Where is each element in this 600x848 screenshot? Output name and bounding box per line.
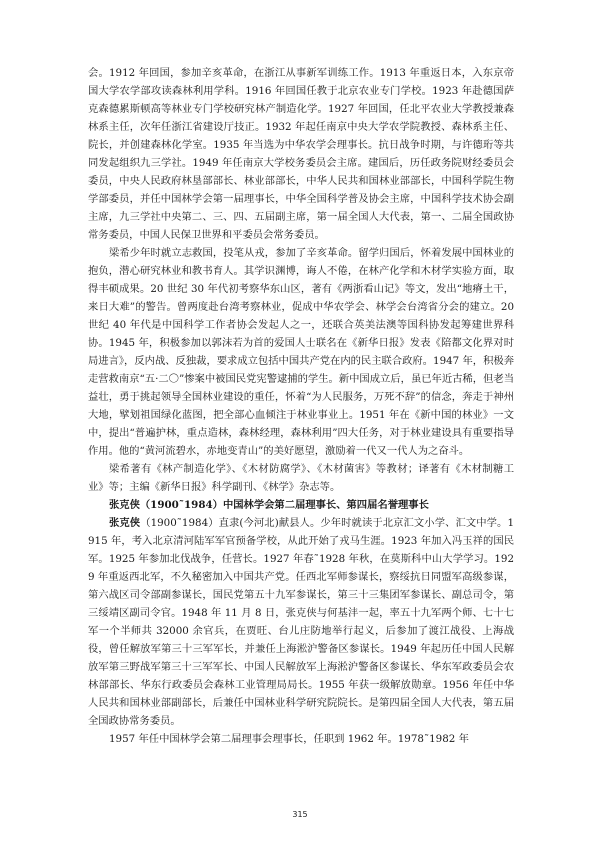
zhang-kexia-name: 张克侠	[109, 517, 141, 529]
liang-xi-career-paragraph: 梁希少年时就立志救国，投笔从戎，参加了辛亥革命。留学归国后，怀着发展中国林业的抱负，潜心研究林业和教书育人。其学识渊博，诲人不倦，在林产化学和木材学实验方面，取得丰硕成果。20 世纪 30 年代初考察华东山区，著有《两浙看山记》等文，发出“地瘠土干，来日大难”的警告。曾两度赴台湾考察林业，促成中华农学会、林学会台湾省分会的建立。20 世纪 40 年代是中国科学工作者协会发起人之一，还联合英美法澳等国科协发起筹建世界科协。1945 年，积极参加以郭沫若为首的爱国人士联名在《新华日报》发表《陪都文化界对时局进言》，反内战、反独裁，要求成立包括中国共产党在内的民主联合政府。1947 年，积极奔走营救南京“五·二〇”惨案中被国民党宪警逮捕的学生。新中国成立后，虽已年近古稀，但老当益壮，勇于挑起领导全国林业建设的重任，怀着“为人民服务，万死不辞”的信念，奔走于神州大地，擘划祖国绿化蓝图，把全部心血倾注于林业事业上。1951 年在《新中国的林业》一文中，提出“普遍护林，重点造林，森林经理，森林利用”四大任务，对于林业建设具有重要指导作用。他的“黄河流碧水，赤地变青山”的美好愿望，激励着一代又一代人为之奋斗。	[88, 247, 514, 457]
zhang-kexia-heading: 张克侠（1900˜1984）中国林学会第二届理事长、第四届名誉理事长	[109, 499, 429, 511]
zhang-kexia-society-paragraph: 1957 年任中国林学会第二届理事会理事长，任职到 1962 年。1978˜1982 年	[109, 733, 469, 745]
zhang-kexia-biography-paragraph	[88, 514, 514, 730]
page-number: 315	[292, 810, 308, 819]
document-body	[88, 64, 514, 748]
zhang-kexia-biography-text: （1900˜1984）直隶(今河北)献县人。少年时就读于北京汇文小学、汇文中学。1915 年，考入北京清河陆军军官预备学校，从此开始了戎马生涯。1923 年加入冯玉祥的国民军。1925 年参加北伐战争，任营长。1927 年春˜1928 年秋，在莫斯科中山大学学习。1929 年重返西北军，不久秘密加入中国共产党。任西北军师参谋长，察绥抗日同盟军高级参谋，第六战区司令部副参谋长，国民党第五十九军参谋长，第三十三集团军参谋长、副总司令，第三绥靖区副司令官。1948 年 11 月 8 日，张克侠与何基沣一起，率五十九军两个师、七十七军一个半师共 32000 余官兵，在贾旺、台儿庄防地举行起义，后参加了渡江战役、上海战役，曾任解放军第三十三军军长，并兼任上海淞沪警备区参谋长。1949 年起历任中国人民解放军第三野战军第三十三军军长、中国人民解放军上海淞沪警备区参谋长、华东军政委员会农林部部长、华东行政委员会森林工业管理局局长。1955 年获一级解放勋章。1956 年任中华人民共和国林业部副部长，后兼任中国林业科学研究院院长。是第四届全国人大代表，第五届全国政协常务委员。	[88, 517, 514, 727]
liang-xi-works-paragraph: 梁希著有《林产制造化学》、《木材防腐学》、《木材菌害》等教材；译著有《木材制糖工业》等；主编《新华日报》科学副刊、《林学》杂志等。	[88, 463, 514, 493]
liang-xi-biography-paragraph: 会。1912 年回国，参加辛亥革命，在浙江从事新军训练工作。1913 年重返日本，入东京帝国大学农学部攻读森林利用学科。1916 年回国任教于北京农业专门学校。1923 年赴德国萨克森德累斯顿高等林业专门学校研究林产制造化学。1927 年回国，任北平农业大学教授兼森林系主任，次年任浙江省建设厅技正。1932 年起任南京中央大学农学院教授、森林系主任、院长，并创建森林化学室。1935 年当选为中华农学会理事长。抗日战争时期，与许德珩等共同发起组织九三学社。1949 年任南京大学校务委员会主席。建国后，历任政务院财经委员会委员，中央人民政府林垦部部长、林业部部长，中华人民共和国林业部部长，中国科学院生物学部委员，并任中国林学会第一届理事长，中华全国科学普及协会主席，中国科学技术协会副主席，九三学社中央第二、三、四、五届副主席，第一届全国人大代表，第一、二届全国政协常务委员，中国人民保卫世界和平委员会常务委员。	[88, 67, 514, 241]
